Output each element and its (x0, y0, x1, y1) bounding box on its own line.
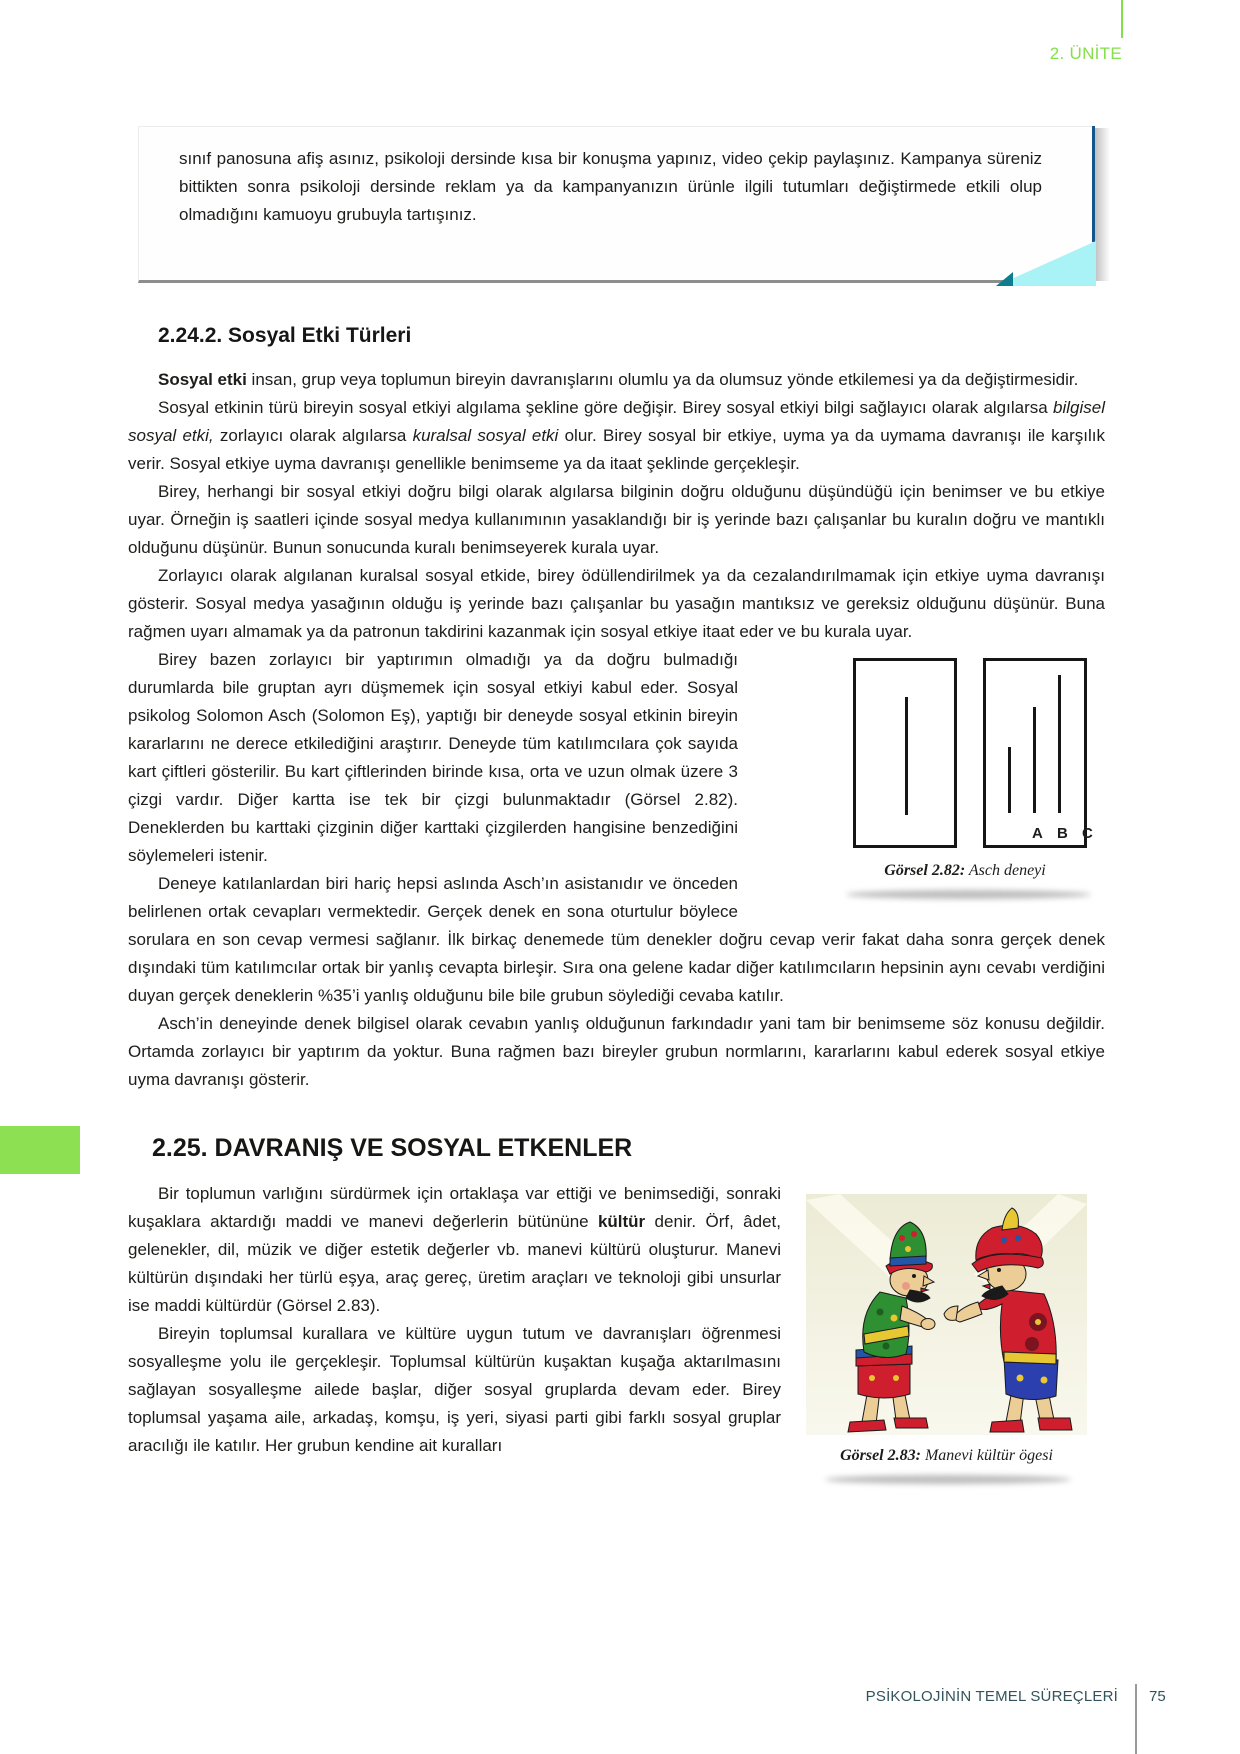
asch-reference-line (905, 697, 908, 815)
unit-accent-line (1121, 0, 1123, 38)
asch-label-c: C (1082, 825, 1093, 842)
asch-card-comparison-lines (983, 658, 1093, 848)
activity-box-shadow (1095, 128, 1110, 281)
unit-label: 2. ÜNİTE (1049, 44, 1122, 63)
activity-box-text: sınıf panosuna afiş asınız, psikoloji dersinde kısa bir konuşma yapınız, video çekip paylaşınız. Kampanya süreniz bittikten sonra psikoloji dersinde reklam ya da kampanyanızın ürünle ilgili tutumları değiştirmede etkili olup olmadığını kamuoyu grubuyla tartışınız. (179, 149, 1042, 224)
culture-figure (805, 1194, 1105, 1484)
term-kuralsal-sosyal-etki: kuralsal sosyal etki (412, 426, 559, 445)
asch-figure-shadow (846, 890, 1091, 899)
term-bilgisel-sosyal-etki: bilgisel sosyal etki, (128, 398, 1105, 445)
section-heading-2-25: 2.25. DAVRANIŞ VE SOSYAL ETKENLER (128, 1134, 1105, 1162)
asch-label-a: A (1032, 825, 1043, 842)
culture-figure-shadow (825, 1475, 1071, 1484)
main-text-column (128, 322, 1105, 1494)
asch-label-b: B (1057, 825, 1068, 842)
activity-box (138, 126, 1093, 283)
karagoz-hacivat-illustration (806, 1194, 1087, 1435)
section-heading-2-24-2: 2.24.2. Sosyal Etki Türleri (158, 324, 412, 347)
asch-card-single-line (853, 658, 957, 848)
term-kultur: kültür (597, 1212, 646, 1231)
footer-book-title: PSİKOLOJİNİN TEMEL SÜREÇLERİ (865, 1688, 1118, 1705)
footer-page-number: 75 (1149, 1688, 1166, 1705)
paragraph-social-influence-def: Sosyal etki insan, grup veya toplumun bireyin davranışlarını olumlu ya da olumsuz yönde etkilemesi ya da değiştirmesidir. (158, 370, 1079, 389)
culture-figure-caption: Görsel 2.83: Manevi kültür ögesi (840, 1447, 1053, 1464)
paragraph-asch-conclusion: Asch’in deneyinde denek bilgisel olarak cevabın yanlış olduğunun farkındadır yani tam bir benimseme söz konusu değildir. Ortamda zorlayıcı bir yaptırım da yoktur. Buna rağmen bazı bireyler grubun normlarını, kararlarını kabul ederek sosyal etkiye uyma davranışı gösterir. (128, 1014, 1105, 1089)
paragraph-normative-conformity: Zorlayıcı olarak algılanan kuralsal sosyal etkide, birey ödüllendirilmek ya da cezalandırılmamak için etkiye uyma davranışı gösterir. Sosyal medya yasağının olduğu iş yerinde bazı çalışanlar bu yasağın mantıksız ve gereksiz olduğunu düşünür. Buna rağmen uyarı almamak ya da patronun takdirini kazanmak için sosyal etkiye itaat eder ve bu kurala uyar. (128, 566, 1105, 641)
paragraph-asch-experiment-result: Deneye katılanlardan biri hariç hepsi aslında Asch’ın asistanıdır ve önceden belirlenen ortak cevapları vermektedir. Gerçek denek en sona oturtulur böylece sorulara en son cevap vermesi sağlanır. İlk birkaç denemede tüm denekler doğru cevap verir fakat daha sonra gerçek denek dışındaki tüm katılımcılar ortak bir yanlış cevapta birleşir. Sıra ona gelene kadar diğer katılımcıların hepsinin aynı cevabı verdiğini duyan gerçek deneklerin %35’i yanlış olduğunu bile bile grubun söylediği cevaba katılır. (128, 874, 1105, 1005)
paragraph-culture-definition: Görsel 2.83: Manevi kültür ögesi Bir toplumun varlığını sürdürmek için ortaklaşa var ettiği ve benimsediği, sonraki kuşaklara aktardığı maddi ve manevi değerlerin bütününe kültür denir. Örf, âdet, gelenekler, dil, müzik ve diğer estetik değerler vb. manevi kültürü oluşturur. Manevi kültürün dışındaki her türlü eşya, araç gereç, üretim araçları ve teknoloji gibi unsurlar ise maddi kültürdür (Görsel 2.83). (128, 1180, 1105, 1320)
term-sosyal-etki: Sosyal etki (158, 370, 247, 389)
paragraph-informational-conformity: Birey, herhangi bir sosyal etkiyi doğru bilgi olarak algılarsa bilginin doğru olduğunu düşündüğü için benimser ve bu etkiye uyar. Örneğin iş saatleri içinde sosyal medya kullanımının yasaklandığı bir iş yerinde bazı çalışanlar bu kuralın doğru ve mantıklı olduğunu düşünür. Bunun sonucunda kuralı benimseyerek kurala uyar. (128, 482, 1105, 557)
footer-divider-line (1135, 1684, 1137, 1754)
paragraph-socialization: Bireyin toplumsal kurallara ve kültüre uygun tutum ve davranışları öğrenmesi sosyalleşme yolu ile gerçekleşir. Toplumsal kültürün kuşaktan kuşağa aktarılmasını sağlayan sosyalleşme ailede başlar, diğer sosyal gruplarda devam eder. Birey toplumsal yaşama aile, arkadaş, komşu, iş yeri, siyasi parti gibi farklı sosyal gruplar aracılığı ile katılır. Her grubun kendine ait kuralları (128, 1324, 781, 1455)
paragraph-influence-types: Sosyal etkinin türü bireyin sosyal etkiyi algılama şekline göre değişir. Birey sosyal etkiyi bilgi sağlayıcı olarak algılarsa bilgisel sosyal etki, zorlayıcı olarak algılarsa kuralsal sosyal etki olur. Birey sosyal bir etkiye, uyma ya da uymama davranışı ile karşılık verir. Sosyal etkiye uyma davranışı genellikle benimseme ya da itaat şeklinde gerçekleşir. (128, 398, 1105, 473)
asch-line-a (1008, 747, 1011, 813)
asch-line-b (1033, 707, 1036, 813)
asch-figure-caption: Görsel 2.82: Asch deneyi (884, 862, 1046, 879)
asch-line-c (1058, 675, 1061, 813)
asch-cards-row (760, 658, 1093, 848)
paragraph-asch-experiment-setup: A B C Görsel 2.82: Asch deneyi Birey bazen zorlayıcı bir yaptırımın olmadığı ya da doğru bulmadığı durumlarda bile gruptan ayrı düşmemek için sosyal etkiyi kabul eder. Sosyal psikolog Solomon Asch (Solomon Eş), yaptığı bir deneyde sosyal etkinin bireyin kararlarını ne derece etkilediğini araştırır. Deneyde tüm katılımcılara çok sayıda kart çiftleri gösterilir. Bu kart çiftlerinden birinde kısa, orta ve uzun olmak üzere 3 çizgi vardır. Diğer kartta ise tek bir çizgi bulunmaktadır (Görsel 2.82). Deneklerden bu karttaki çizginin diğer karttaki çizgilerden hangisine benzediğini söylemeleri istenir. (128, 646, 1105, 870)
asch-experiment-figure (760, 658, 1105, 899)
green-accent-bar (0, 1126, 80, 1174)
